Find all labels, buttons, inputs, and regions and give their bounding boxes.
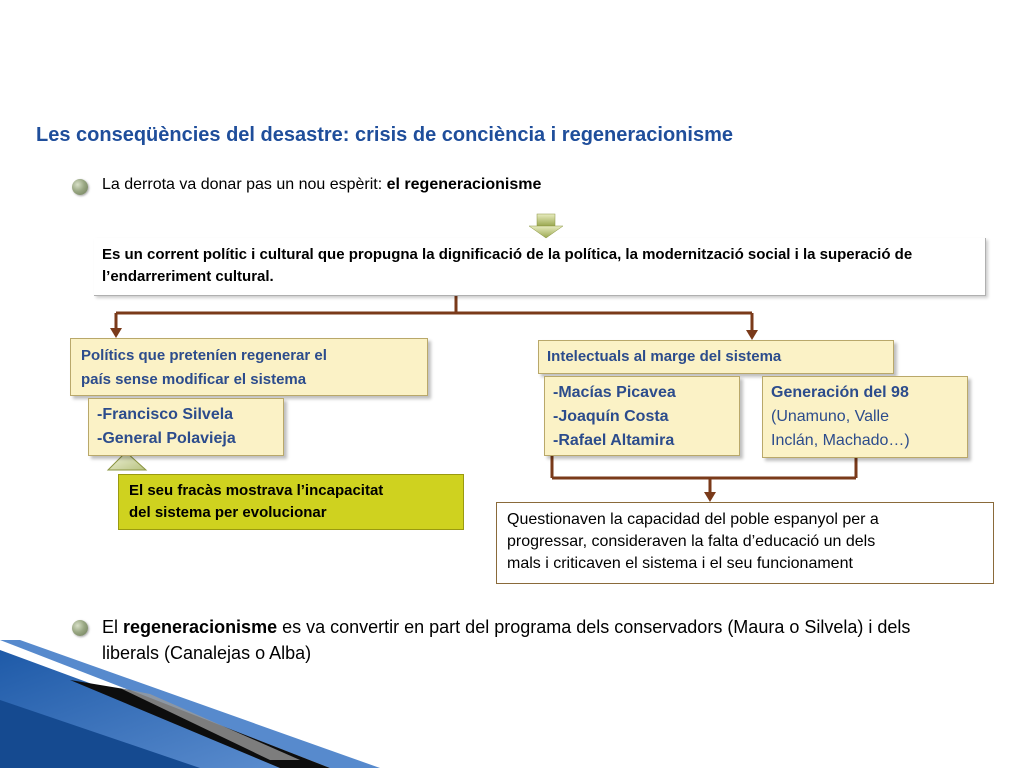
bullet-icon <box>72 179 88 195</box>
right-branch-box: Intelectuals al marge del sistema <box>538 340 894 374</box>
name-item: -Francisco Silvela <box>97 406 234 423</box>
name-item: -Rafael Altamira <box>553 432 675 449</box>
conclusion-post: es va convertir en part del programa dels conservadors (Maura o Silvela) i dels liberals (Canalejas o Alba) <box>102 617 911 663</box>
result-line-3: mals i criticaven el sistema i el seu funcionament <box>507 555 853 572</box>
result-line-2: progressar, consideraven la falta d’educació un dels <box>507 533 876 550</box>
intro-line <box>102 176 541 194</box>
definition-box: Es un corrent polític i cultural que propugna la dignificació de la política, la modernització social i la superació de l’endarreriment cultural. <box>94 238 986 296</box>
right-names-box <box>544 376 740 456</box>
failure-note-box <box>118 474 464 530</box>
generation-box <box>762 376 968 458</box>
failure-note-2: del sistema per evolucionar <box>129 504 327 521</box>
down-arrow-icon <box>529 214 563 238</box>
conclusion-pre: El <box>102 617 124 637</box>
left-names-box <box>88 398 284 456</box>
left-branch-box <box>70 338 428 396</box>
name-item: -Macías Picavea <box>553 384 676 401</box>
conclusion-text <box>102 614 962 666</box>
page-title: Les conseqüències del desastre: crisis de conciència i regeneracionisme <box>36 124 733 146</box>
name-item: -Joaquín Costa <box>553 408 669 425</box>
intro-bold: el regeneracionisme <box>386 176 542 193</box>
left-branch-label-1: Polítics que preteníen regenerar el <box>81 347 327 364</box>
left-branch-label-2: país sense modificar el sistema <box>81 371 307 388</box>
result-box <box>496 502 994 584</box>
intro-text: La derrota va donar pas un nou espèrit: <box>102 176 387 193</box>
failure-note-1: El seu fracàs mostrava l’incapacitat <box>129 482 384 499</box>
generation-line-1: (Unamuno, Valle <box>771 408 889 425</box>
result-line-1: Questionaven la capacidad del poble espanyol per a <box>507 511 879 528</box>
name-item: -General Polavieja <box>97 430 236 447</box>
conclusion-bold: regeneracionisme <box>123 617 278 637</box>
bullet-icon <box>72 620 88 636</box>
generation-line-2: Inclán, Machado…) <box>771 432 910 449</box>
generation-title: Generación del 98 <box>771 384 909 401</box>
